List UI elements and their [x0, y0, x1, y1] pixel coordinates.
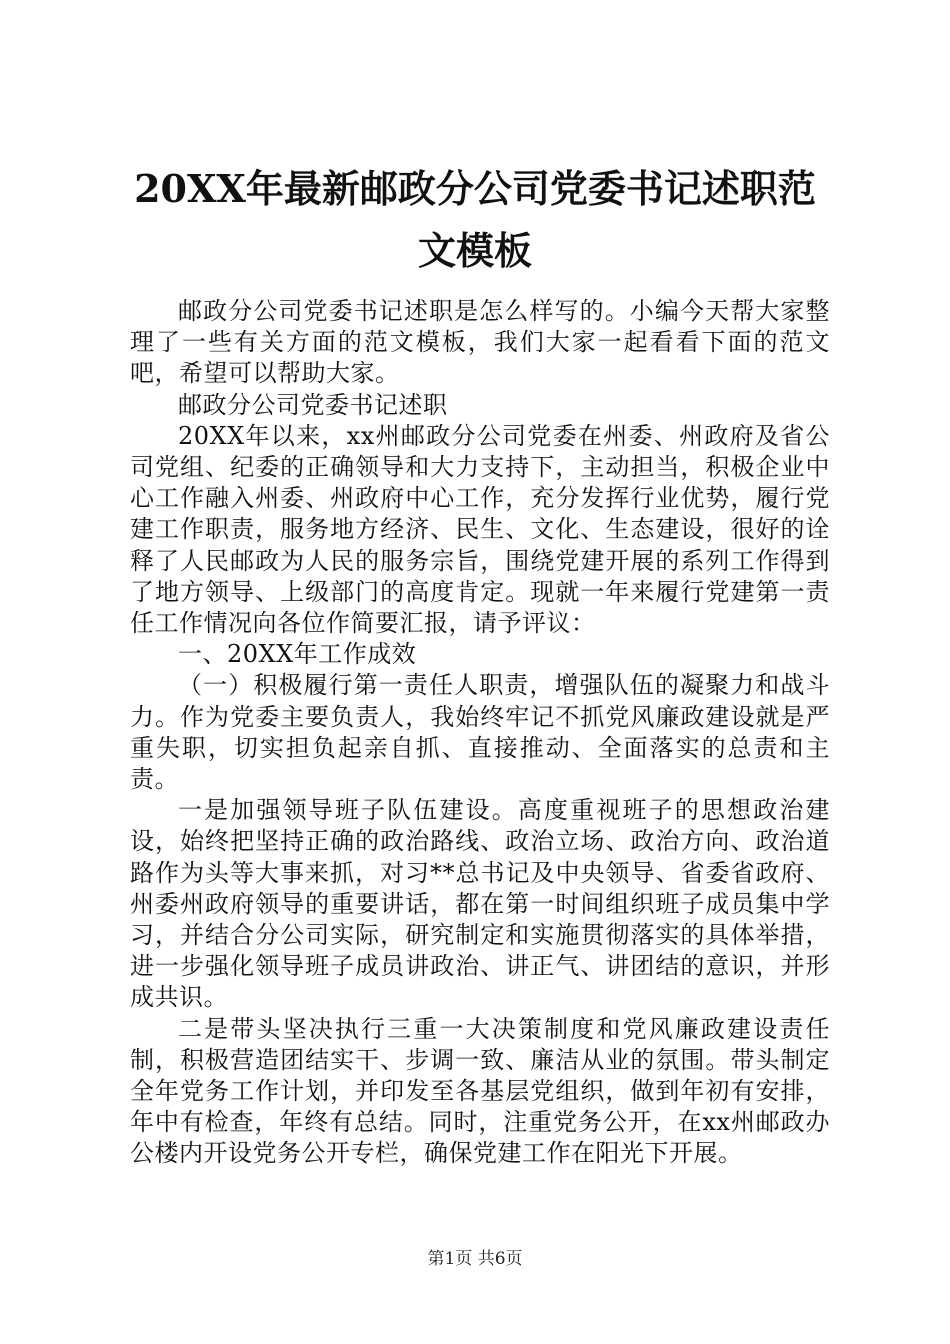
section-heading: 一、20XX年工作成效: [178, 640, 417, 669]
body-paragraph: 20XX年以来，xx州邮政分公司党委在州委、州政府及省公司党组、纪委的正确领导和大力支持下，主动担当，积极企业中心工作融入州委、州政府中心工作，充分发挥行业优势，履行党建工作职责，服务地方经济、民生、文化、生态建设，很好的诠释了人民邮政为人民的服务宗旨，围绕党建开展的系列工作得到了地方领导、上级部门的高度肯定。现就一年来履行党建第一责任工作情况向各位作简要汇报，请予评议：: [130, 421, 830, 638]
document-title: 20XX年最新邮政分公司党委书记述职范文模板: [134, 166, 816, 273]
page-number-footer: 第1页 共6页: [427, 1249, 523, 1269]
intro-paragraph: 邮政分公司党委书记述职是怎么样写的。小编今天帮大家整理了一些有关方面的范文模板，我们大家一起看看下面的范文吧，希望可以帮助大家。: [130, 297, 830, 388]
section-heading: 邮政分公司党委书记述职: [178, 390, 448, 419]
document-body: [130, 296, 830, 1170]
body-paragraph: 一是加强领导班子队伍建设。高度重视班子的思想政治建设，始终把坚持正确的政治路线、政治立场、政治方向、政治道路作为头等大事来抓，对习**总书记及中央领导、省委省政府、州委州政府领导的重要讲话，都在第一时间组织班子成员集中学习，并结合分公司实际，研究制定和实施贯彻落实的具体举措，进一步强化领导班子成员讲政治、讲正气、讲团结的意识，并形成共识。: [130, 796, 830, 1012]
body-paragraph: 二是带头坚决执行三重一大决策制度和党风廉政建设责任制，积极营造团结实干、步调一致、廉洁从业的氛围。带头制定全年党务工作计划，并印发至各基层党组织，做到年初有安排，年中有检查，年终有总结。同时，注重党务公开，在xx州邮政办公楼内开设党务公开专栏，确保党建工作在阳光下开展。: [130, 1014, 830, 1168]
body-paragraph: （一）积极履行第一责任人职责，增强队伍的凝聚力和战斗力。作为党委主要负责人，我始终牢记不抓党风廉政建设就是严重失职，切实担负起亲自抓、直接推动、全面落实的总责和主责。: [130, 671, 830, 794]
